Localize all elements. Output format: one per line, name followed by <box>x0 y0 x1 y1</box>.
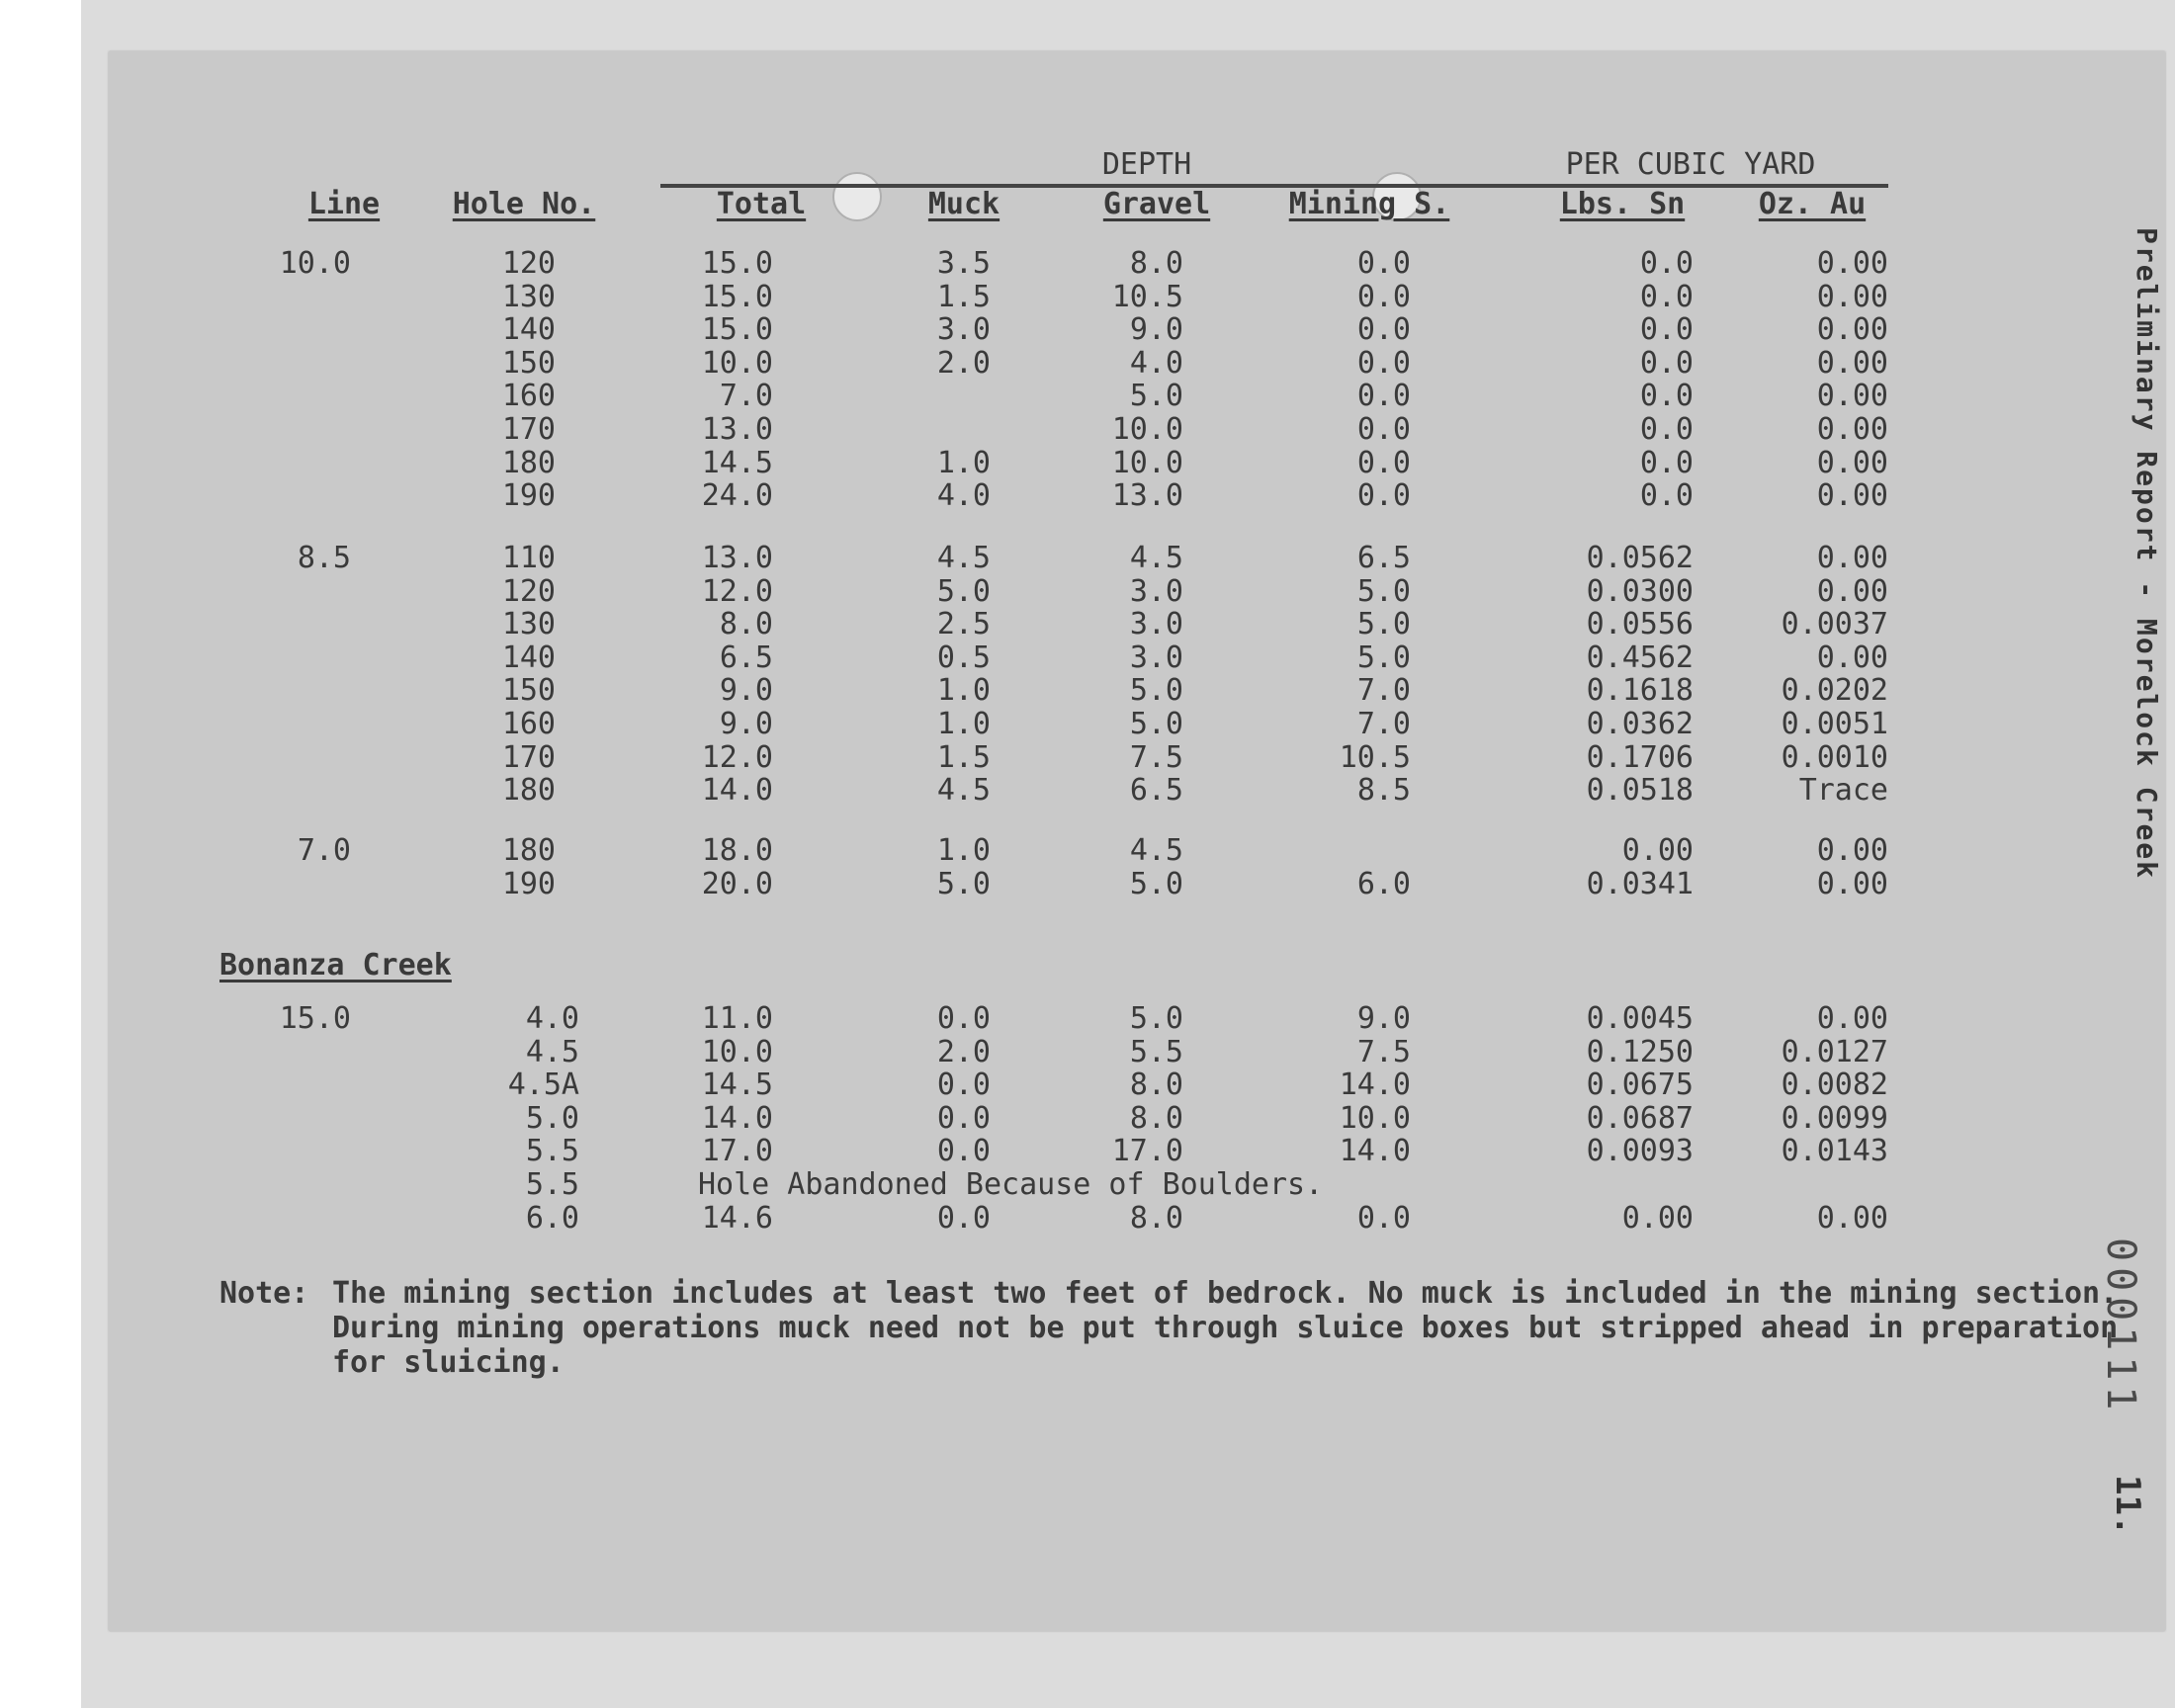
cell-muck: 0.0 <box>936 1100 991 1136</box>
cell-total: 10.0 <box>701 345 773 381</box>
cell-hole: 5.0 <box>525 1100 579 1136</box>
cell-gravel: 10.0 <box>1111 445 1183 480</box>
cell-gravel: 5.5 <box>1129 1034 1183 1069</box>
cell-hole: 180 <box>501 445 556 480</box>
cell-total: 13.0 <box>701 412 773 447</box>
document-title: Preliminary Report - Morelock Creek <box>2131 227 2163 881</box>
cell-gravel: 8.0 <box>1129 1100 1183 1136</box>
cell-muck: 0.0 <box>936 1200 991 1236</box>
column-header-gravel: Gravel <box>1102 187 1211 221</box>
cell-au: 0.00 <box>1816 478 1888 514</box>
cell-hole: 6.0 <box>525 1200 579 1236</box>
cell-total: 15.0 <box>701 279 773 314</box>
cell-sn: 0.0675 <box>1586 1068 1694 1103</box>
cell-sn: 0.0 <box>1639 379 1694 414</box>
cell-muck: 4.5 <box>936 541 991 575</box>
cell-total: 14.0 <box>701 773 773 809</box>
cell-hole: 5.5 <box>525 1134 579 1169</box>
cell-muck: 3.0 <box>936 312 991 348</box>
cell-mining: 0.0 <box>1356 379 1411 414</box>
cell-au: 0.00 <box>1816 1200 1888 1236</box>
cell-total: 12.0 <box>701 573 773 609</box>
cell-hole: 140 <box>501 640 556 675</box>
cell-au: 0.0010 <box>1781 739 1888 775</box>
cell-au: 0.00 <box>1816 573 1888 609</box>
cell-total: 14.5 <box>701 445 773 480</box>
cell-mining: 14.0 <box>1339 1068 1411 1103</box>
cell-mining: 5.0 <box>1356 573 1411 609</box>
cell-au: 0.00 <box>1816 833 1888 868</box>
cell-total: 8.0 <box>719 607 773 642</box>
cell-mining: 9.0 <box>1356 1001 1411 1036</box>
cell-sn: 0.0556 <box>1586 607 1694 642</box>
cell-muck: 5.0 <box>936 573 991 609</box>
cell-gravel: 7.5 <box>1129 739 1183 775</box>
cell-sn: 0.0 <box>1639 312 1694 348</box>
cell-au: 0.00 <box>1816 1001 1888 1036</box>
cell-hole: 170 <box>501 412 556 447</box>
line-label: 7.0 <box>297 833 351 868</box>
cell-gravel: 5.0 <box>1129 866 1183 901</box>
cell-mining: 5.0 <box>1356 607 1411 642</box>
cell-total: 17.0 <box>701 1134 773 1169</box>
cell-gravel: 3.0 <box>1129 640 1183 675</box>
column-header-line: Line <box>307 187 381 221</box>
cell-hole: 180 <box>501 833 556 868</box>
cell-mining: 7.0 <box>1356 707 1411 741</box>
cell-gravel: 5.0 <box>1129 1001 1183 1036</box>
cell-muck: 1.0 <box>936 833 991 868</box>
cell-hole: 4.5 <box>525 1034 579 1069</box>
cell-au: 0.0082 <box>1781 1068 1888 1103</box>
cell-total: 7.0 <box>719 379 773 414</box>
cell-muck: 0.0 <box>936 1001 991 1036</box>
cell-mining: 6.5 <box>1356 541 1411 575</box>
cell-mining: 0.0 <box>1356 312 1411 348</box>
cell-hole: 170 <box>501 739 556 775</box>
cell-sn: 0.1706 <box>1586 739 1694 775</box>
cell-sn: 0.4562 <box>1586 640 1694 675</box>
line-label: 10.0 <box>279 246 351 281</box>
cell-mining: 10.5 <box>1339 739 1411 775</box>
cell-gravel: 4.5 <box>1129 833 1183 868</box>
cell-hole: 150 <box>501 673 556 709</box>
cell-hole: 5.5 <box>525 1167 579 1202</box>
cell-au: 0.00 <box>1816 246 1888 281</box>
note-label: Note: <box>219 1276 309 1311</box>
depth-group-header: DEPTH <box>1101 147 1192 182</box>
cell-muck: 3.5 <box>936 246 991 281</box>
cell-sn: 0.00 <box>1621 1200 1694 1236</box>
cell-mining: 0.0 <box>1356 412 1411 447</box>
cell-hole: 190 <box>501 478 556 514</box>
cell-sn: 0.0362 <box>1586 707 1694 741</box>
cell-hole: 150 <box>501 345 556 381</box>
cell-au: 0.00 <box>1816 445 1888 480</box>
cell-sn: 0.0518 <box>1586 773 1694 809</box>
cell-au: 0.00 <box>1816 345 1888 381</box>
cell-hole: 4.5A <box>507 1068 579 1103</box>
cell-mining: 6.0 <box>1356 866 1411 901</box>
cell-mining: 8.5 <box>1356 773 1411 809</box>
cell-muck: 4.5 <box>936 773 991 809</box>
cell-muck: 1.5 <box>936 739 991 775</box>
cell-hole: 110 <box>501 541 556 575</box>
cell-gravel: 8.0 <box>1129 1200 1183 1236</box>
cell-au: 0.00 <box>1816 312 1888 348</box>
cell-sn: 0.0 <box>1639 445 1694 480</box>
cell-mining: 0.0 <box>1356 246 1411 281</box>
cell-mining: 14.0 <box>1339 1134 1411 1169</box>
cell-muck: 0.0 <box>936 1068 991 1103</box>
cell-total: 14.5 <box>701 1068 773 1103</box>
cell-au: 0.0099 <box>1781 1100 1888 1136</box>
cell-sn: 0.0687 <box>1586 1100 1694 1136</box>
cell-au: 0.00 <box>1816 412 1888 447</box>
cell-sn: 0.1618 <box>1586 673 1694 709</box>
cell-sn: 0.0341 <box>1586 866 1694 901</box>
cell-muck: 0.5 <box>936 640 991 675</box>
cell-total: 15.0 <box>701 312 773 348</box>
cell-au: 0.0202 <box>1781 673 1888 709</box>
cell-hole: 160 <box>501 707 556 741</box>
cell-au: 0.0127 <box>1781 1034 1888 1069</box>
cell-mining: 7.5 <box>1356 1034 1411 1069</box>
column-header-total: Total <box>716 187 807 221</box>
cell-mining: 0.0 <box>1356 279 1411 314</box>
cell-hole: 160 <box>501 379 556 414</box>
cell-au: 0.00 <box>1816 379 1888 414</box>
cell-total: 14.0 <box>701 1100 773 1136</box>
cell-sn: 0.0045 <box>1586 1001 1694 1036</box>
punch-hole <box>832 172 882 221</box>
cell-gravel: 10.5 <box>1111 279 1183 314</box>
cell-sn: 0.0 <box>1639 279 1694 314</box>
cell-gravel: 4.0 <box>1129 345 1183 381</box>
cell-gravel: 8.0 <box>1129 1068 1183 1103</box>
cell-muck: 2.0 <box>936 1034 991 1069</box>
cell-gravel: 5.0 <box>1129 379 1183 414</box>
cell-gravel: 3.0 <box>1129 607 1183 642</box>
row-note: Hole Abandoned Because of Boulders. <box>698 1167 1324 1202</box>
cell-sn: 0.0562 <box>1586 541 1694 575</box>
cell-mining: 0.0 <box>1356 1200 1411 1236</box>
cell-gravel: 5.0 <box>1129 673 1183 709</box>
cell-total: 9.0 <box>719 673 773 709</box>
cell-hole: 130 <box>501 607 556 642</box>
cell-total: 11.0 <box>701 1001 773 1036</box>
cell-sn: 0.0 <box>1639 246 1694 281</box>
cell-gravel: 9.0 <box>1129 312 1183 348</box>
cell-total: 10.0 <box>701 1034 773 1069</box>
cell-sn: 0.0 <box>1639 412 1694 447</box>
cell-total: 20.0 <box>701 866 773 901</box>
cell-muck: 5.0 <box>936 866 991 901</box>
cell-mining: 7.0 <box>1356 673 1411 709</box>
note-line: The mining section includes at least two feet of bedrock. No muck is included in the mining section. <box>332 1276 2119 1311</box>
archive-stamp: 000111 <box>2098 1238 2143 1416</box>
cell-mining: 10.0 <box>1339 1100 1411 1136</box>
cell-au: 0.0037 <box>1781 607 1888 642</box>
cell-total: 15.0 <box>701 246 773 281</box>
cell-gravel: 6.5 <box>1129 773 1183 809</box>
cell-mining: 0.0 <box>1356 345 1411 381</box>
cell-total: 6.5 <box>719 640 773 675</box>
cell-muck: 1.0 <box>936 673 991 709</box>
page-number: 11. <box>2108 1475 2147 1536</box>
cell-total: 24.0 <box>701 478 773 514</box>
cell-au: 0.00 <box>1816 866 1888 901</box>
column-header-mining: Mining S. <box>1288 187 1450 221</box>
cell-sn: 0.0 <box>1639 478 1694 514</box>
cell-au: 0.0143 <box>1781 1134 1888 1169</box>
cell-au: 0.00 <box>1816 640 1888 675</box>
cell-hole: 120 <box>501 573 556 609</box>
cell-hole: 140 <box>501 312 556 348</box>
cell-sn: 0.0300 <box>1586 573 1694 609</box>
cell-total: 13.0 <box>701 541 773 575</box>
cell-au: Trace <box>1798 773 1888 809</box>
cell-sn: 0.00 <box>1621 833 1694 868</box>
cell-gravel: 4.5 <box>1129 541 1183 575</box>
cell-mining: 0.0 <box>1356 478 1411 514</box>
column-header-hole: Hole No. <box>452 187 596 221</box>
cell-au: 0.00 <box>1816 541 1888 575</box>
scan-margin <box>0 0 81 1708</box>
cell-hole: 190 <box>501 866 556 901</box>
cell-au: 0.0051 <box>1781 707 1888 741</box>
cell-hole: 4.0 <box>525 1001 579 1036</box>
cell-gravel: 3.0 <box>1129 573 1183 609</box>
cell-gravel: 13.0 <box>1111 478 1183 514</box>
cell-muck: 1.5 <box>936 279 991 314</box>
cell-gravel: 10.0 <box>1111 412 1183 447</box>
line-label: 15.0 <box>279 1001 351 1036</box>
cell-mining: 0.0 <box>1356 445 1411 480</box>
column-header-muck: Muck <box>927 187 1000 221</box>
cell-total: 14.6 <box>701 1200 773 1236</box>
cell-muck: 1.0 <box>936 445 991 480</box>
cell-mining: 5.0 <box>1356 640 1411 675</box>
line-label: 8.5 <box>297 541 351 575</box>
column-header-au: Oz. Au <box>1758 187 1867 221</box>
cell-sn: 0.0 <box>1639 345 1694 381</box>
note-line: for sluicing. <box>332 1345 565 1380</box>
cell-total: 18.0 <box>701 833 773 868</box>
cell-muck: 4.0 <box>936 478 991 514</box>
cell-total: 9.0 <box>719 707 773 741</box>
section-title: Bonanza Creek <box>219 948 452 982</box>
cell-gravel: 5.0 <box>1129 707 1183 741</box>
cell-muck: 1.0 <box>936 707 991 741</box>
cell-gravel: 8.0 <box>1129 246 1183 281</box>
column-header-sn: Lbs. Sn <box>1559 187 1686 221</box>
cell-hole: 180 <box>501 773 556 809</box>
cell-hole: 130 <box>501 279 556 314</box>
cell-total: 12.0 <box>701 739 773 775</box>
cell-muck: 2.5 <box>936 607 991 642</box>
cell-sn: 0.1250 <box>1586 1034 1694 1069</box>
per-cubic-yard-header: PER CUBIC YARD <box>1565 147 1816 182</box>
cell-au: 0.00 <box>1816 279 1888 314</box>
document-page <box>109 51 2165 1631</box>
cell-sn: 0.0093 <box>1586 1134 1694 1169</box>
note-line: During mining operations muck need not be put through sluice boxes but stripped ahead in preparation <box>332 1311 2119 1345</box>
cell-muck: 2.0 <box>936 345 991 381</box>
cell-muck: 0.0 <box>936 1134 991 1169</box>
cell-hole: 120 <box>501 246 556 281</box>
cell-gravel: 17.0 <box>1111 1134 1183 1169</box>
